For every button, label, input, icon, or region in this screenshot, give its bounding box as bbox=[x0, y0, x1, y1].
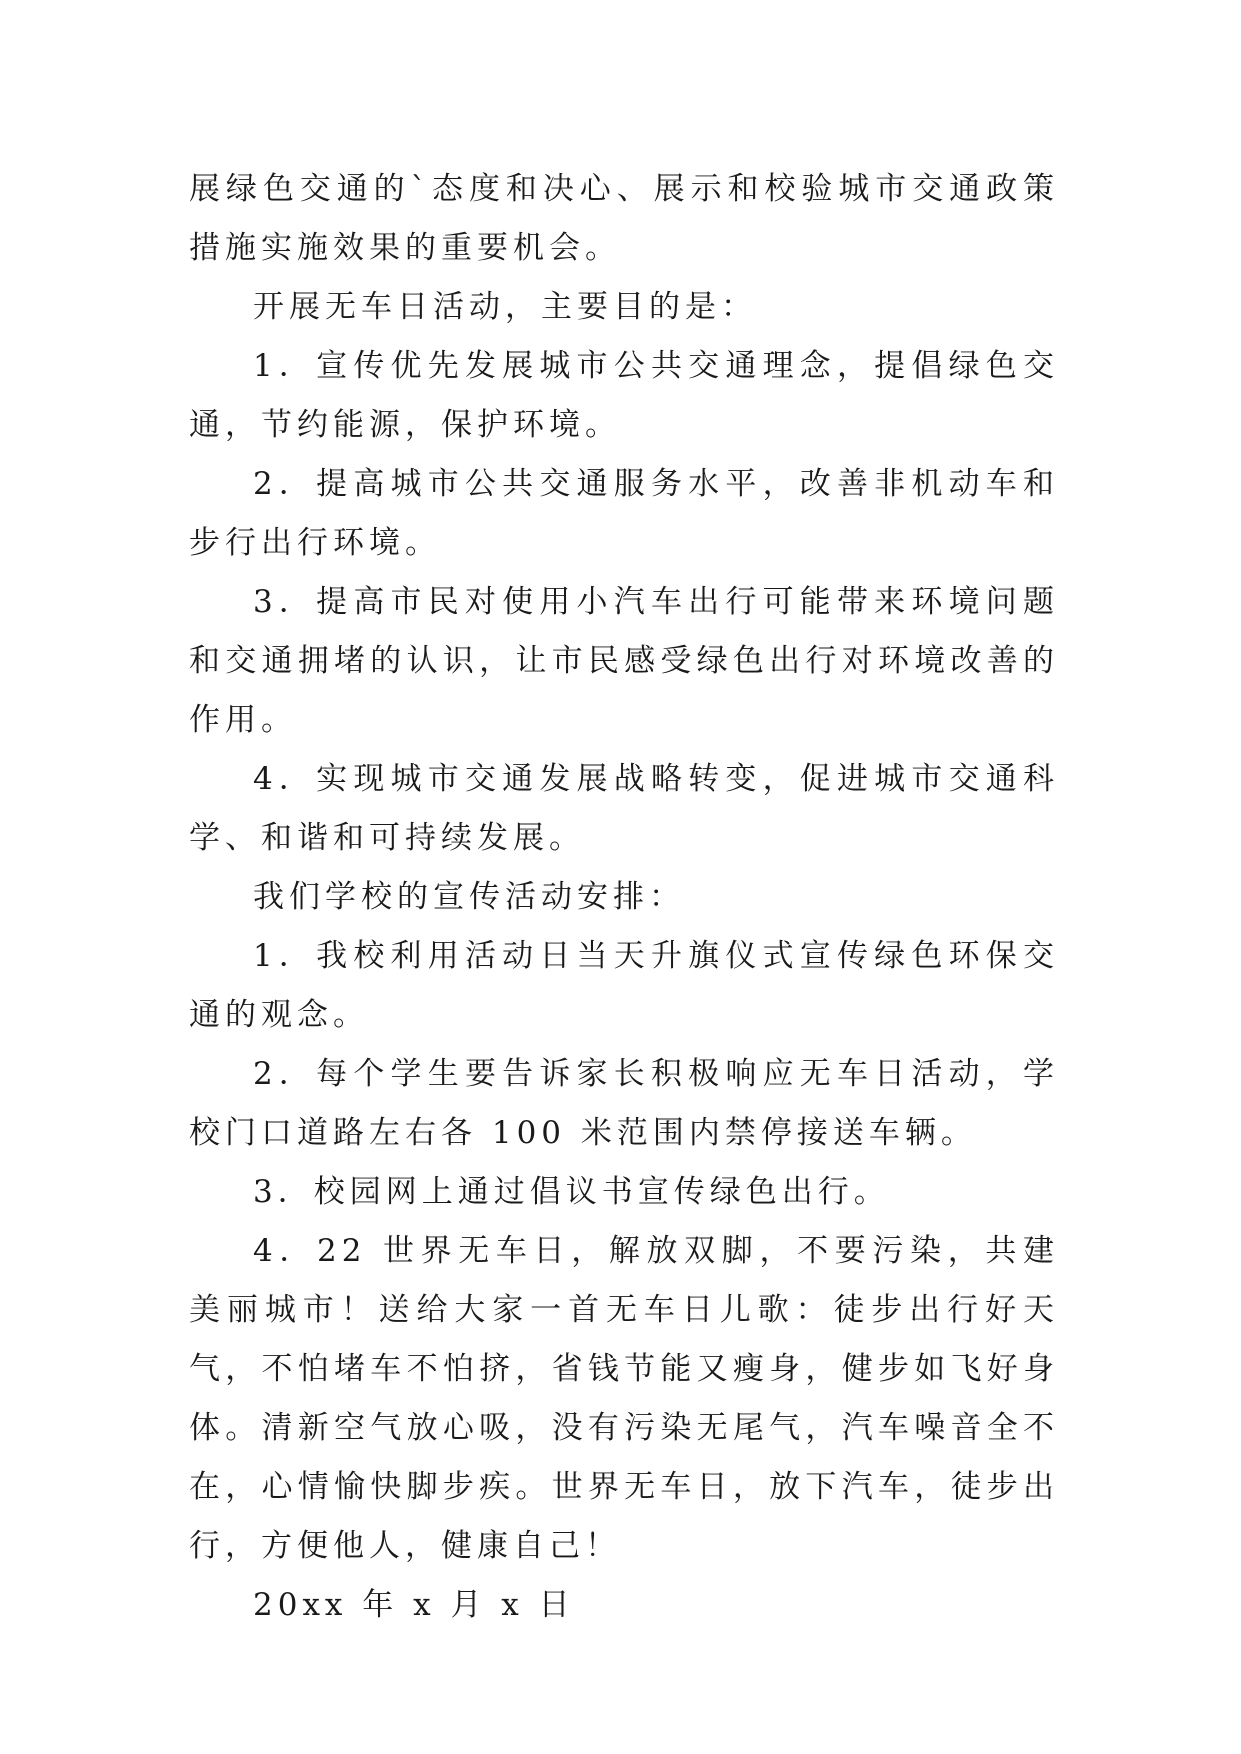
paragraph-1: 展绿色交通的`态度和决心、展示和校验城市交通政策措施实施效果的重要机会。 bbox=[189, 171, 1059, 266]
paragraph-6: 4．实现城市交通发展战略转变，促进城市交通科学、和谐和可持续发展。 bbox=[189, 761, 1059, 856]
paragraph-7: 我们学校的宣传活动安排： bbox=[253, 879, 685, 915]
paragraph-8: 1．我校利用活动日当天升旗仪式宣传绿色环保交通的观念。 bbox=[189, 938, 1059, 1033]
date-line: 20xx 年 x 月 x 日 bbox=[253, 1587, 575, 1623]
paragraph-5: 3．提高市民对使用小汽车出行可能带来环境问题和交通拥堵的认识，让市民感受绿色出行对环境改善的作用。 bbox=[189, 584, 1059, 738]
paragraph-3: 1．宣传优先发展城市公共交通理念，提倡绿色交通，节约能源，保护环境。 bbox=[189, 348, 1059, 443]
paragraph-2: 开展无车日活动，主要目的是： bbox=[253, 289, 757, 325]
paragraph-9: 2．每个学生要告诉家长积极响应无车日活动，学校门口道路左右各 100 米范围内禁停接送车辆。 bbox=[189, 1056, 1059, 1151]
document-body bbox=[189, 160, 1059, 1635]
paragraph-4: 2．提高城市公共交通服务水平，改善非机动车和步行出行环境。 bbox=[189, 466, 1059, 561]
paragraph-11: 4．22 世界无车日，解放双脚，不要污染，共建美丽城市！送给大家一首无车日儿歌：徒步出行好天气，不怕堵车不怕挤，省钱节能又瘦身，健步如飞好身体。清新空气放心吸，没有污染无尾气，汽车噪音全不在，心情愉快脚步疾。世界无车日，放下汽车，徒步出行，方便他人，健康自己！ bbox=[189, 1233, 1059, 1564]
paragraph-10: 3．校园网上通过倡议书宣传绿色出行。 bbox=[253, 1174, 890, 1210]
